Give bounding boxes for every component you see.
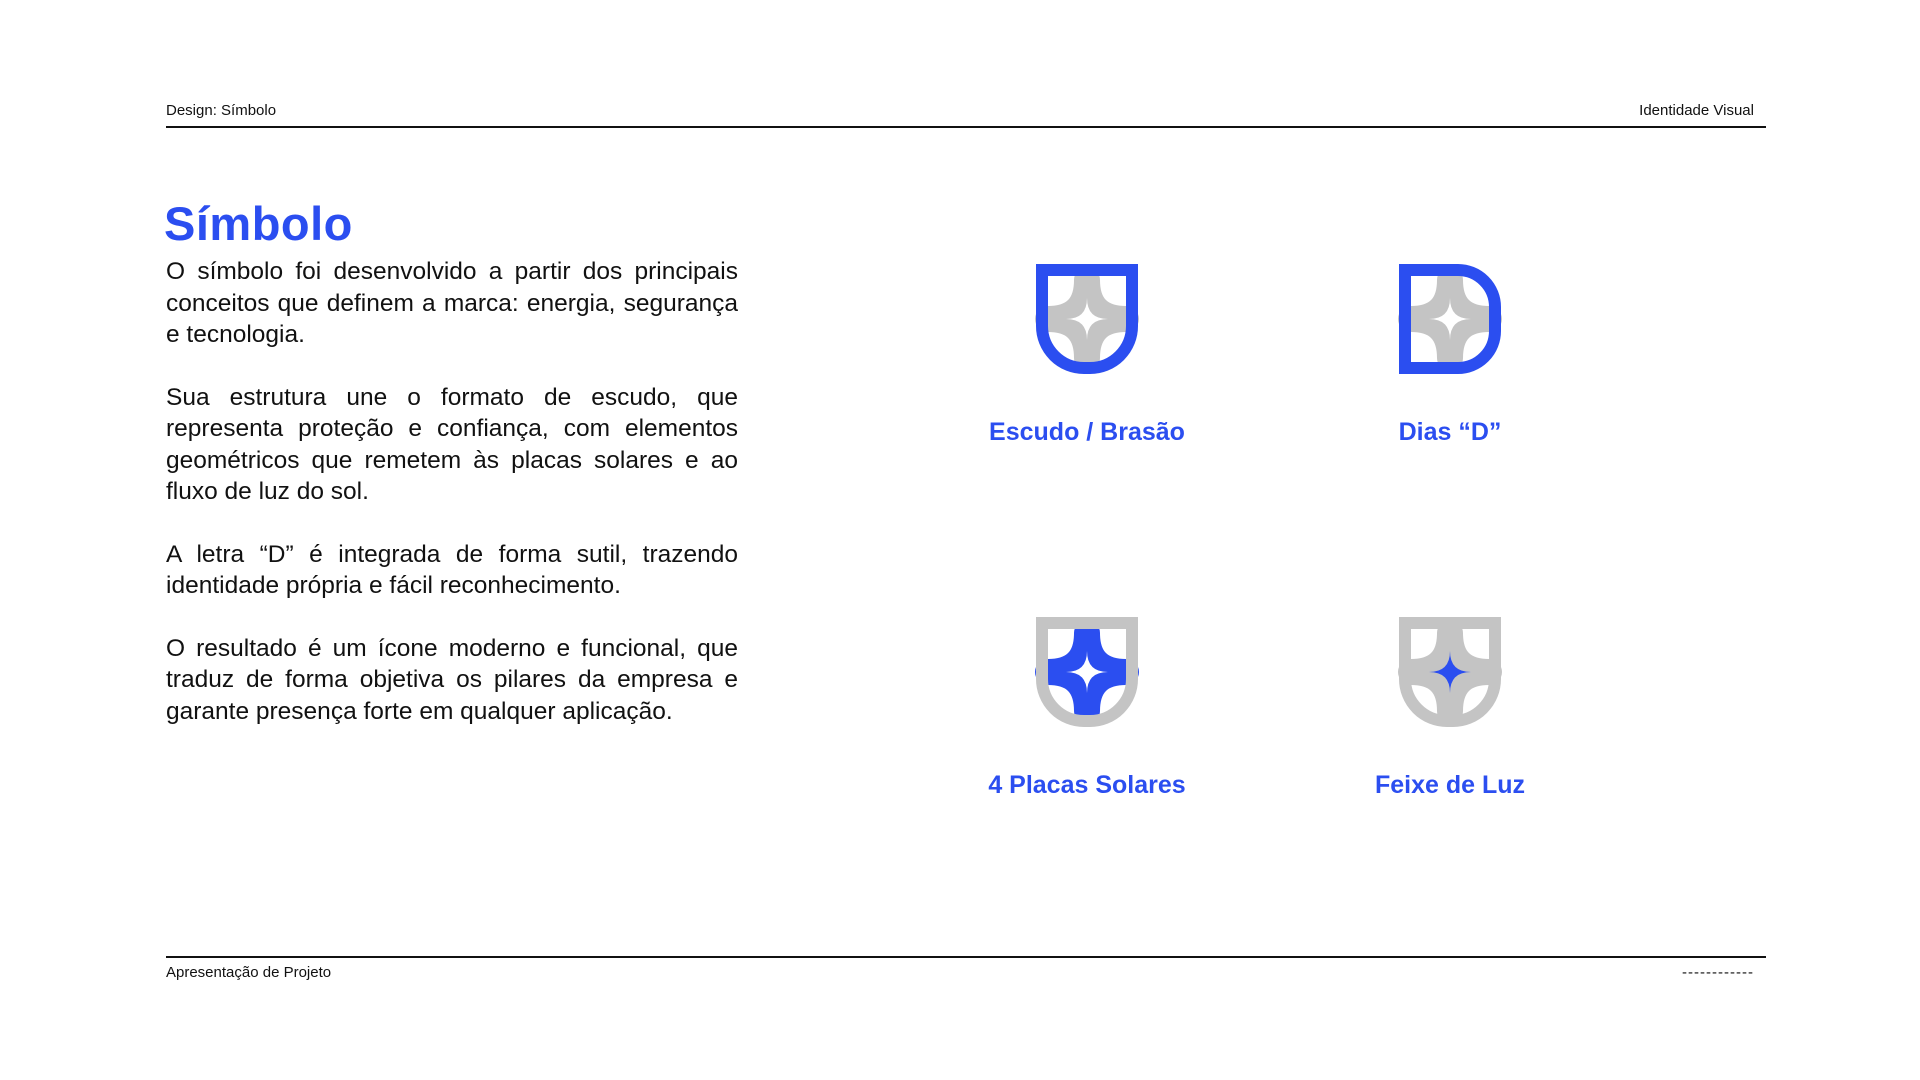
symbol-card-solar-panels bbox=[927, 613, 1247, 800]
footer-project-label: Apresentação de Projeto bbox=[166, 964, 332, 981]
header-divider bbox=[166, 126, 1766, 128]
symbol-card-letter-d bbox=[1290, 260, 1610, 447]
symbol-card-shield bbox=[927, 260, 1247, 447]
paragraph-4: O resultado é um ícone moderno e funcional, que traduz de forma objetiva os pilares da empresa e garante presença forte em qualquer aplicação. bbox=[166, 634, 738, 725]
footer-page-placeholder: ------------ bbox=[1682, 964, 1754, 981]
header-section-label: Design: Símbolo bbox=[166, 102, 277, 119]
solar-panels-icon bbox=[1023, 613, 1151, 741]
light-beam-icon bbox=[1386, 613, 1514, 741]
description-column bbox=[166, 256, 738, 758]
letter-d-icon bbox=[1386, 260, 1514, 388]
symbol-label-letter-d: Dias “D” bbox=[1398, 418, 1502, 446]
symbol-label-light-beam: Feixe de Luz bbox=[1374, 771, 1526, 799]
paragraph-3: A letra “D” é integrada de forma sutil, trazendo identidade própria e fácil reconhecimento. bbox=[166, 540, 738, 599]
symbol-label-solar-panels: 4 Placas Solares bbox=[988, 771, 1186, 799]
symbol-card-light-beam bbox=[1290, 613, 1610, 800]
symbol-label-shield: Escudo / Brasão bbox=[989, 418, 1185, 446]
footer-divider bbox=[166, 956, 1766, 958]
paragraph-2: Sua estrutura une o formato de escudo, que representa proteção e confiança, com elementos geométricos que remetem às placas solares e ao fluxo de luz do sol. bbox=[166, 383, 738, 505]
paragraph-1: O símbolo foi desenvolvido a partir dos principais conceitos que definem a marca: energia, segurança e tecnologia. bbox=[166, 258, 738, 348]
shield-outline-icon bbox=[1023, 260, 1151, 388]
page-title: Símbolo bbox=[164, 197, 353, 250]
header-document-label: Identidade Visual bbox=[1639, 102, 1754, 119]
